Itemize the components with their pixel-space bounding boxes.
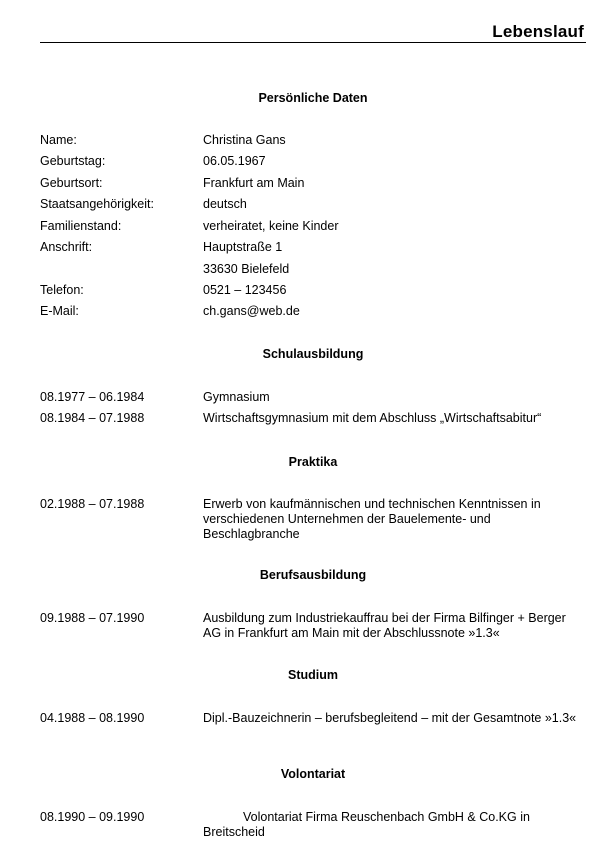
field-label: Geburtsort: — [40, 176, 103, 190]
field-label: Anschrift: — [40, 240, 93, 254]
field-label: Name: — [40, 133, 77, 147]
field-label: Staatsangehörigkeit: — [40, 197, 154, 211]
field-value: ch.gans@web.de — [203, 304, 300, 318]
entry-period: 04.1988 – 08.1990 — [40, 711, 145, 725]
section-heading-volunteer: Volontariat — [280, 767, 346, 781]
section-heading-school: Schulausbildung — [262, 347, 364, 361]
field-value: Christina Gans — [203, 133, 286, 147]
field-value: Hauptstraße 1 — [203, 240, 283, 254]
entry-text: Wirtschaftsgymnasium mit dem Abschluss „Wirtschaftsabitur“ — [203, 411, 542, 425]
section-heading-internships: Praktika — [288, 455, 338, 469]
entry-period: 02.1988 – 07.1988 — [40, 497, 145, 511]
field-value: verheiratet, keine Kinder — [203, 219, 339, 233]
field-label: E-Mail: — [40, 304, 79, 318]
entry-period: 09.1988 – 07.1990 — [40, 611, 145, 625]
field-value: 0521 – 123456 — [203, 283, 287, 297]
entry-text: Dipl.-Bauzeichnerin – berufsbegleitend – mit der Gesamtnote »1.3« — [203, 711, 577, 725]
entry-period: 08.1984 – 07.1988 — [40, 411, 145, 425]
section-heading-studies: Studium — [288, 668, 338, 682]
entry-period: 08.1977 – 06.1984 — [40, 390, 145, 404]
field-value: 06.05.1967 — [203, 154, 266, 168]
title-divider — [40, 42, 586, 43]
entry-period: 08.1990 – 09.1990 — [40, 810, 145, 824]
entry-text: Gymnasium — [203, 390, 270, 404]
page-title: Lebenslauf — [492, 22, 584, 41]
field-value: Frankfurt am Main — [203, 176, 305, 190]
field-label: Familienstand: — [40, 219, 122, 233]
entry-text: Erwerb von kaufmännischen und technischen Kenntnissen in verschiedenen Unternehmen der Bauelemente- und Beschlagbranche — [203, 497, 541, 541]
field-label: Telefon: — [40, 283, 84, 297]
entry-text: Ausbildung zum Industriekauffrau bei der Firma Bilfinger + Berger AG in Frankfurt am Main mit der Abschlussnote »1.3« — [203, 611, 566, 640]
section-heading-personal: Persönliche Daten — [258, 91, 368, 105]
section-heading-vocational: Berufsausbildung — [259, 568, 367, 582]
field-label: Geburtstag: — [40, 154, 106, 168]
field-value: deutsch — [203, 197, 247, 211]
field-value: 33630 Bielefeld — [203, 262, 290, 276]
entry-text: Volontariat Firma Reuschenbach GmbH & Co.KG in Breitscheid — [203, 810, 530, 839]
